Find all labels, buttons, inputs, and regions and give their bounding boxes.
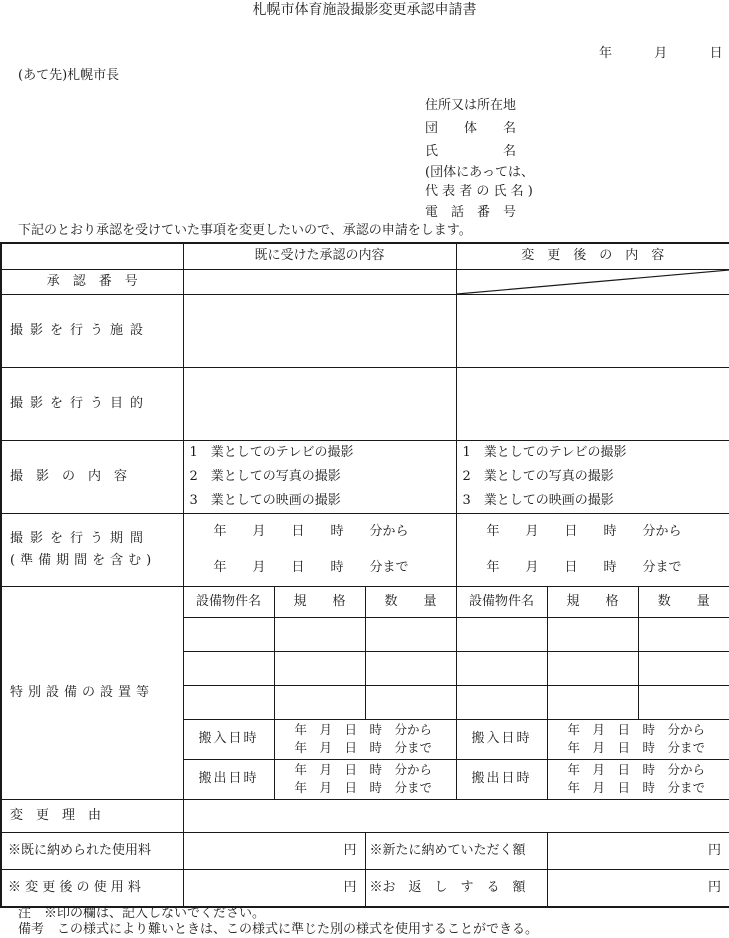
equipment-cell[interactable]	[274, 651, 365, 685]
equipment-cell[interactable]	[183, 651, 274, 685]
carry-out-to: 年 月 日 時 分まで	[295, 779, 456, 797]
equipment-qty-header: 数 量	[638, 586, 729, 617]
equipment-cell[interactable]	[365, 651, 456, 685]
applicant-group-label: 団 体 名	[425, 117, 534, 140]
facility-before-field[interactable]	[183, 294, 456, 367]
intro-text: 下記のとおり承認を受けていた事項を変更したいので、承認の申請をします。	[18, 224, 472, 237]
carry-in-after-field[interactable]	[547, 719, 729, 759]
equipment-cell[interactable]	[547, 685, 638, 719]
note-remarks: 備考 この様式により難いときは、この様式に準じた別の様式を使用することができる。	[18, 922, 538, 938]
applicant-address-label: 住所又は所在地	[425, 94, 534, 117]
equipment-cell[interactable]	[638, 651, 729, 685]
carry-in-to: 年 月 日 時 分まで	[295, 739, 456, 757]
applicant-note2: 代 表 者 の 氏 名 )	[425, 182, 534, 201]
year-label: 年	[599, 47, 612, 60]
content-before-options	[183, 440, 456, 513]
approval-number-after-field	[456, 269, 729, 294]
equipment-cell[interactable]	[456, 617, 547, 651]
carry-out-after-field[interactable]	[547, 759, 729, 799]
option-film[interactable]: 3 業としての映画の撮影	[184, 489, 456, 513]
month-label: 月	[654, 47, 667, 60]
reason-label: 変 更 理 由	[1, 799, 183, 832]
option-tv[interactable]: 1 業としてのテレビの撮影	[457, 441, 729, 465]
applicant-phone-label: 電 話 番 号	[425, 201, 534, 224]
period-label-line1: 撮影を行う期間	[10, 528, 183, 550]
equipment-name-header: 設備物件名	[183, 586, 274, 617]
header-blank	[1, 243, 183, 269]
approval-number-before-field[interactable]	[183, 269, 456, 294]
facility-after-field[interactable]	[456, 294, 729, 367]
option-photo[interactable]: 2 業としての写真の撮影	[457, 465, 729, 489]
paid-fee-field: 円	[183, 832, 365, 869]
carry-in-from: 年 月 日 時 分から	[295, 721, 456, 739]
carry-out-from: 年 月 日 時 分から	[295, 761, 456, 779]
refund-label: ※お 返 し す る 額	[365, 869, 547, 907]
period-label-line2: (準備期間を含む)	[10, 550, 183, 572]
document-title: 札幌市体育施設撮影変更承認申請書	[0, 3, 729, 17]
carry-in-label: 搬入日時	[456, 719, 547, 759]
applicant-name-label: 氏 名	[425, 140, 534, 163]
notes-block	[18, 906, 538, 938]
purpose-before-field[interactable]	[183, 367, 456, 440]
after-fee-field: 円	[183, 869, 365, 907]
equipment-cell[interactable]	[456, 651, 547, 685]
refund-field: 円	[547, 869, 729, 907]
equipment-cell[interactable]	[183, 617, 274, 651]
approval-number-label: 承 認 番 号	[1, 269, 183, 294]
content-after-options	[456, 440, 729, 513]
new-fee-field: 円	[547, 832, 729, 869]
note-asterisk: 注 ※印の欄は、記入しないでください。	[18, 906, 538, 922]
content-label: 撮 影 の 内 容	[1, 440, 183, 513]
carry-in-from: 年 月 日 時 分から	[568, 721, 729, 739]
reason-field[interactable]	[183, 799, 729, 832]
period-after-field[interactable]	[456, 513, 729, 586]
after-fee-label: ※ 変 更 後 の 使 用 料	[1, 869, 183, 907]
equipment-name-header: 設備物件名	[456, 586, 547, 617]
carry-in-to: 年 月 日 時 分まで	[568, 739, 729, 757]
carry-in-label: 搬入日時	[183, 719, 274, 759]
new-fee-label: ※新たに納めていただく額	[365, 832, 547, 869]
date-line	[599, 47, 723, 60]
column-before-header: 既に受けた承認の内容	[183, 243, 456, 269]
option-film[interactable]: 3 業としての映画の撮影	[457, 489, 729, 513]
equipment-cell[interactable]	[638, 685, 729, 719]
day-label: 日	[710, 47, 723, 60]
facility-label: 撮影を行う施設	[1, 294, 183, 367]
carry-out-label: 搬出日時	[456, 759, 547, 799]
application-form-table	[0, 242, 729, 908]
option-tv[interactable]: 1 業としてのテレビの撮影	[184, 441, 456, 465]
carry-out-label: 搬出日時	[183, 759, 274, 799]
equipment-cell[interactable]	[365, 685, 456, 719]
period-label	[1, 513, 183, 586]
carry-out-to: 年 月 日 時 分まで	[568, 779, 729, 797]
applicant-block	[425, 94, 534, 224]
equipment-spec-header: 規 格	[547, 586, 638, 617]
equipment-cell[interactable]	[456, 685, 547, 719]
purpose-label: 撮影を行う目的	[1, 367, 183, 440]
equipment-qty-header: 数 量	[365, 586, 456, 617]
paid-fee-label: ※既に納められた使用料	[1, 832, 183, 869]
carry-out-from: 年 月 日 時 分から	[568, 761, 729, 779]
period-to: 年 月 日 時 分まで	[487, 550, 729, 586]
equipment-cell[interactable]	[365, 617, 456, 651]
period-from: 年 月 日 時 分から	[487, 514, 729, 550]
period-before-field[interactable]	[183, 513, 456, 586]
carry-in-before-field[interactable]	[274, 719, 456, 759]
equipment-cell[interactable]	[547, 617, 638, 651]
addressee: (あて先)札幌市長	[18, 69, 119, 82]
equipment-spec-header: 規 格	[274, 586, 365, 617]
equipment-cell[interactable]	[547, 651, 638, 685]
applicant-note1: (団体にあっては、	[425, 163, 534, 182]
equipment-cell[interactable]	[274, 617, 365, 651]
equipment-cell[interactable]	[274, 685, 365, 719]
column-after-header: 変 更 後 の 内 容	[456, 243, 729, 269]
purpose-after-field[interactable]	[456, 367, 729, 440]
equipment-label: 特別設備の設置等	[1, 586, 183, 799]
period-from: 年 月 日 時 分から	[214, 514, 456, 550]
period-to: 年 月 日 時 分まで	[214, 550, 456, 586]
equipment-cell[interactable]	[183, 685, 274, 719]
equipment-cell[interactable]	[638, 617, 729, 651]
diagonal-strike-line	[457, 270, 729, 294]
carry-out-before-field[interactable]	[274, 759, 456, 799]
option-photo[interactable]: 2 業としての写真の撮影	[184, 465, 456, 489]
